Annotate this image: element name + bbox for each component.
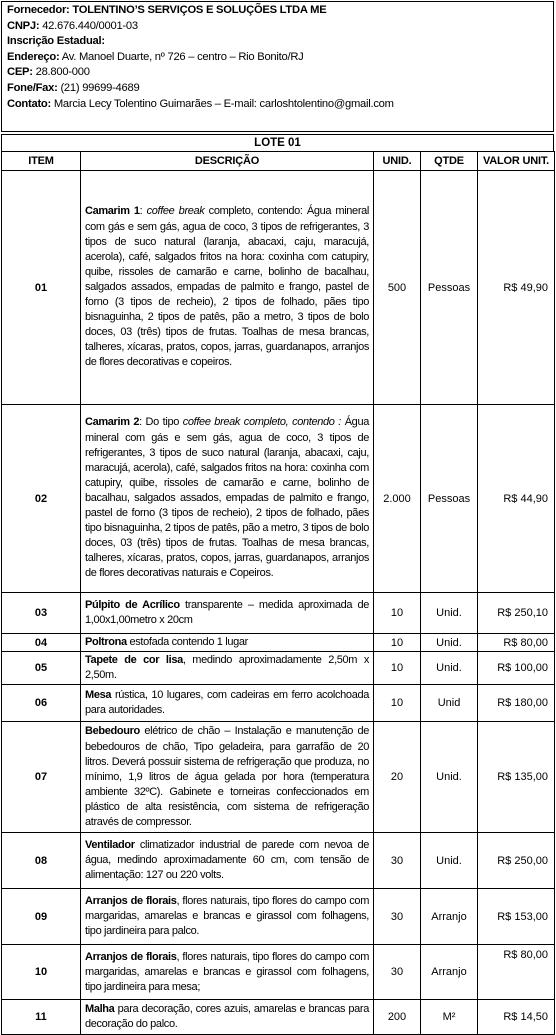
item-qtde: Unid (421, 685, 478, 722)
item-name: Ventilador (85, 839, 135, 852)
item-name: Camarim 2 (85, 416, 140, 429)
table-row (2, 171, 555, 405)
header-qtde: QTDE (421, 152, 478, 171)
item-qtde: Arranjo (421, 945, 478, 1000)
item-unid: 20 (374, 722, 421, 833)
item-name: Bebedouro (85, 725, 140, 738)
item-unid: 30 (374, 833, 421, 889)
item-description-text: estofada contendo 1 lugar (126, 636, 248, 648)
item-qtde: Pessoas (421, 405, 478, 593)
item-unid: 30 (374, 945, 421, 1000)
item-unid: 10 (374, 593, 421, 634)
table-row (2, 405, 555, 593)
header-unid: UNID. (374, 152, 421, 171)
item-name: Tapete de cor lisa (85, 654, 183, 667)
fornecedor-label: Fornecedor: (7, 4, 70, 16)
item-valor: R$ 180,00 (478, 685, 555, 722)
item-italic-text: coffee break completo, contendo : (182, 416, 341, 429)
cep-label: CEP: (7, 66, 33, 79)
fornecedor-line (7, 3, 548, 19)
item-number: 08 (2, 833, 81, 889)
item-valor: R$ 14,50 (478, 1000, 555, 1035)
item-description-text: elétrico de chão – Instalação e manutenção de bebedouros de chão, Tipo geladeira, para garrafão de 20 litros. Deverá possuir sistema de refrigeração que produza, no mínimo, 1,9 litros de água gelada por hora (temperatura ambiente 32ºC). Gabinete e torneiras confeccionados em plástico de alta resistência, com sistema de refrigeração através de compressor. (85, 725, 369, 829)
item-description (81, 405, 374, 593)
item-name: Arranjos de florais (85, 895, 177, 908)
table-row (2, 945, 555, 1000)
item-number: 05 (2, 652, 81, 685)
item-description-text: para decoração, cores azuis, amarelas e brancas para decoração do palco. (85, 1003, 369, 1031)
table-row (2, 634, 555, 652)
item-unid: 10 (374, 634, 421, 652)
item-valor: R$ 80,00 (478, 634, 555, 652)
item-qtde: Unid. (421, 833, 478, 889)
item-valor: R$ 153,00 (478, 889, 555, 945)
item-unid: 500 (374, 171, 421, 405)
item-number: 09 (2, 889, 81, 945)
table-row (2, 1000, 555, 1035)
header-descricao: DESCRIÇÃO (81, 152, 374, 171)
endereco-value: Av. Manoel Duarte, nº 726 – centro – Rio Bonito/RJ (61, 50, 304, 63)
fone-value: (21) 99699-4689 (60, 81, 140, 94)
lote-title: LOTE 01 (1, 134, 554, 152)
contato-line (7, 97, 548, 113)
item-description-text: , flores naturais, tipo flores do campo com margaridas, amarelas e brancas e girassol com folhagens, tipo jardineira para mesa; (85, 950, 370, 993)
item-number: 04 (2, 634, 81, 652)
item-unid: 200 (374, 1000, 421, 1035)
fornecedor-value: TOLENTINO’S SERVIÇOS E SOLUÇÕES LTDA ME (72, 4, 327, 16)
cnpj-line (7, 19, 548, 35)
item-description-text: rústica, 10 lugares, com cadeiras em ferro acolchoada para autoridades. (85, 689, 369, 717)
item-valor: R$ 80,00 (478, 945, 555, 1000)
item-name: Malha (85, 1003, 115, 1016)
ie-line (7, 34, 548, 50)
endereco-line (7, 50, 548, 66)
item-qtde: Unid. (421, 593, 478, 634)
item-name: Camarim 1 (85, 205, 140, 218)
item-description (81, 889, 374, 945)
item-valor: R$ 100,00 (478, 652, 555, 685)
cnpj-value: 42.676.440/0001-03 (42, 19, 138, 32)
table-row (2, 889, 555, 945)
item-description-text: , flores naturais, tipo flores do campo com margaridas, amarelas e brancas e girassol com folhagens, tipo jardineira para palco. (85, 895, 370, 938)
item-qtde: Unid. (421, 652, 478, 685)
header-item: ITEM (2, 152, 81, 171)
item-qtde: Unid. (421, 634, 478, 652)
cep-value: 28.800-000 (35, 66, 90, 79)
item-description-text: climatizador industrial de parede com nevoa de água, medindo aproximadamente 60 cm, com tensão de alimentação: 127 ou 220 volts. (85, 839, 369, 882)
fone-line (7, 81, 548, 97)
item-name: Poltrona (85, 636, 127, 648)
item-description (81, 652, 374, 685)
table-header-row (2, 152, 555, 171)
ie-label: Inscrição Estadual: (7, 35, 105, 48)
item-description-text: transparente – medida aproximada de 1,00x1,00metro x 20cm (85, 598, 369, 626)
item-qtde: M² (421, 1000, 478, 1035)
endereco-label: Endereço: (7, 50, 60, 63)
table-row (2, 833, 555, 889)
item-number: 10 (2, 945, 81, 1000)
contato-value: Marcia Lecy Tolentino Guimarães – E-mail: carloshtolentino@gmail.com (53, 97, 394, 110)
table-row (2, 652, 555, 685)
item-description (81, 945, 374, 1000)
table-row (2, 593, 555, 634)
item-description (81, 171, 374, 405)
item-name: Púlpito de Acrílico (85, 598, 180, 611)
item-description-text: , medindo aproximadamente 2,50m x 2,50m. (85, 654, 369, 682)
item-name-suffix: : Do tipo (139, 416, 183, 429)
items-table (1, 151, 555, 1035)
item-italic-text: coffee break (146, 205, 205, 218)
fone-label: Fone/Fax: (7, 81, 58, 94)
item-unid: 30 (374, 889, 421, 945)
item-description (81, 685, 374, 722)
cep-line (7, 65, 548, 81)
table-row (2, 685, 555, 722)
item-number: 01 (2, 171, 81, 405)
item-description (81, 634, 374, 652)
item-name: Mesa (85, 689, 112, 702)
item-unid: 10 (374, 652, 421, 685)
item-name-suffix: : (139, 205, 147, 218)
item-description (81, 593, 374, 634)
table-row (2, 722, 555, 833)
cnpj-label: CNPJ: (7, 19, 40, 32)
item-valor: R$ 135,00 (478, 722, 555, 833)
item-description-text: Água mineral com gás e sem gás, agua de coco, 3 tipos de refrigerantes, 3 tipos de suco natural (laranja, abacaxi, caju, maracujá, acerola), café, salgados fritos na hora: coxinha com catupiry, quibe, rissoles de camarão e carne, bolinho de bacalhau, salgados assados, empadas de palmito e frango, pastel de forno (3 tipos de recheio), 2 tipos de folhado, pães tipo bisnaguinha, 2 tipos de patês, pão a metro, 3 tipos de bolo doces, 03 (três) tipos de frutas. Toalhas de mesa brancas, talheres, xícaras, pratos, copos, jarras, guardanapos, arranjos de flores decorativas naturais e Copeiros. (85, 416, 369, 580)
item-description (81, 722, 374, 833)
header-valor: VALOR UNIT. (478, 152, 555, 171)
item-valor: R$ 250,00 (478, 833, 555, 889)
item-valor: R$ 44,90 (478, 405, 555, 593)
item-description (81, 833, 374, 889)
item-qtde: Unid. (421, 722, 478, 833)
item-number: 11 (2, 1000, 81, 1035)
item-unid: 2.000 (374, 405, 421, 593)
supplier-info-box (1, 1, 554, 132)
item-unid: 10 (374, 685, 421, 722)
item-number: 03 (2, 593, 81, 634)
item-description-text: completo, contendo: Água mineral com gás e sem gás, agua de coco, 3 tipos de refrigerantes, 3 tipos de suco natural (laranja, abacaxi, caju, maracujá, acerola), café, salgados fritos na hora: coxinha com catupiry, quibe, rissoles de camarão e carne, bolinho de bacalhau, salgados assados, empadas de palmito e frango, pastel de forno (3 tipos de recheio), 2 tipos de folhado, pães tipo bisnaguinha, 2 tipos de patês, pão a metro, 3 tipos de bolo doces, 03 (três) tipos de frutas. Toalhas de mesa brancas, talheres, xícaras, pratos, copos, jarras, guardanapos, arranjos de flores decorativas e copeiros. (85, 205, 369, 369)
item-number: 02 (2, 405, 81, 593)
item-number: 07 (2, 722, 81, 833)
item-name: Arranjos de florais (85, 950, 177, 963)
item-qtde: Arranjo (421, 889, 478, 945)
item-valor: R$ 49,90 (478, 171, 555, 405)
item-valor: R$ 250,10 (478, 593, 555, 634)
contato-label: Contato: (7, 97, 51, 110)
item-description (81, 1000, 374, 1035)
item-number: 06 (2, 685, 81, 722)
item-qtde: Pessoas (421, 171, 478, 405)
